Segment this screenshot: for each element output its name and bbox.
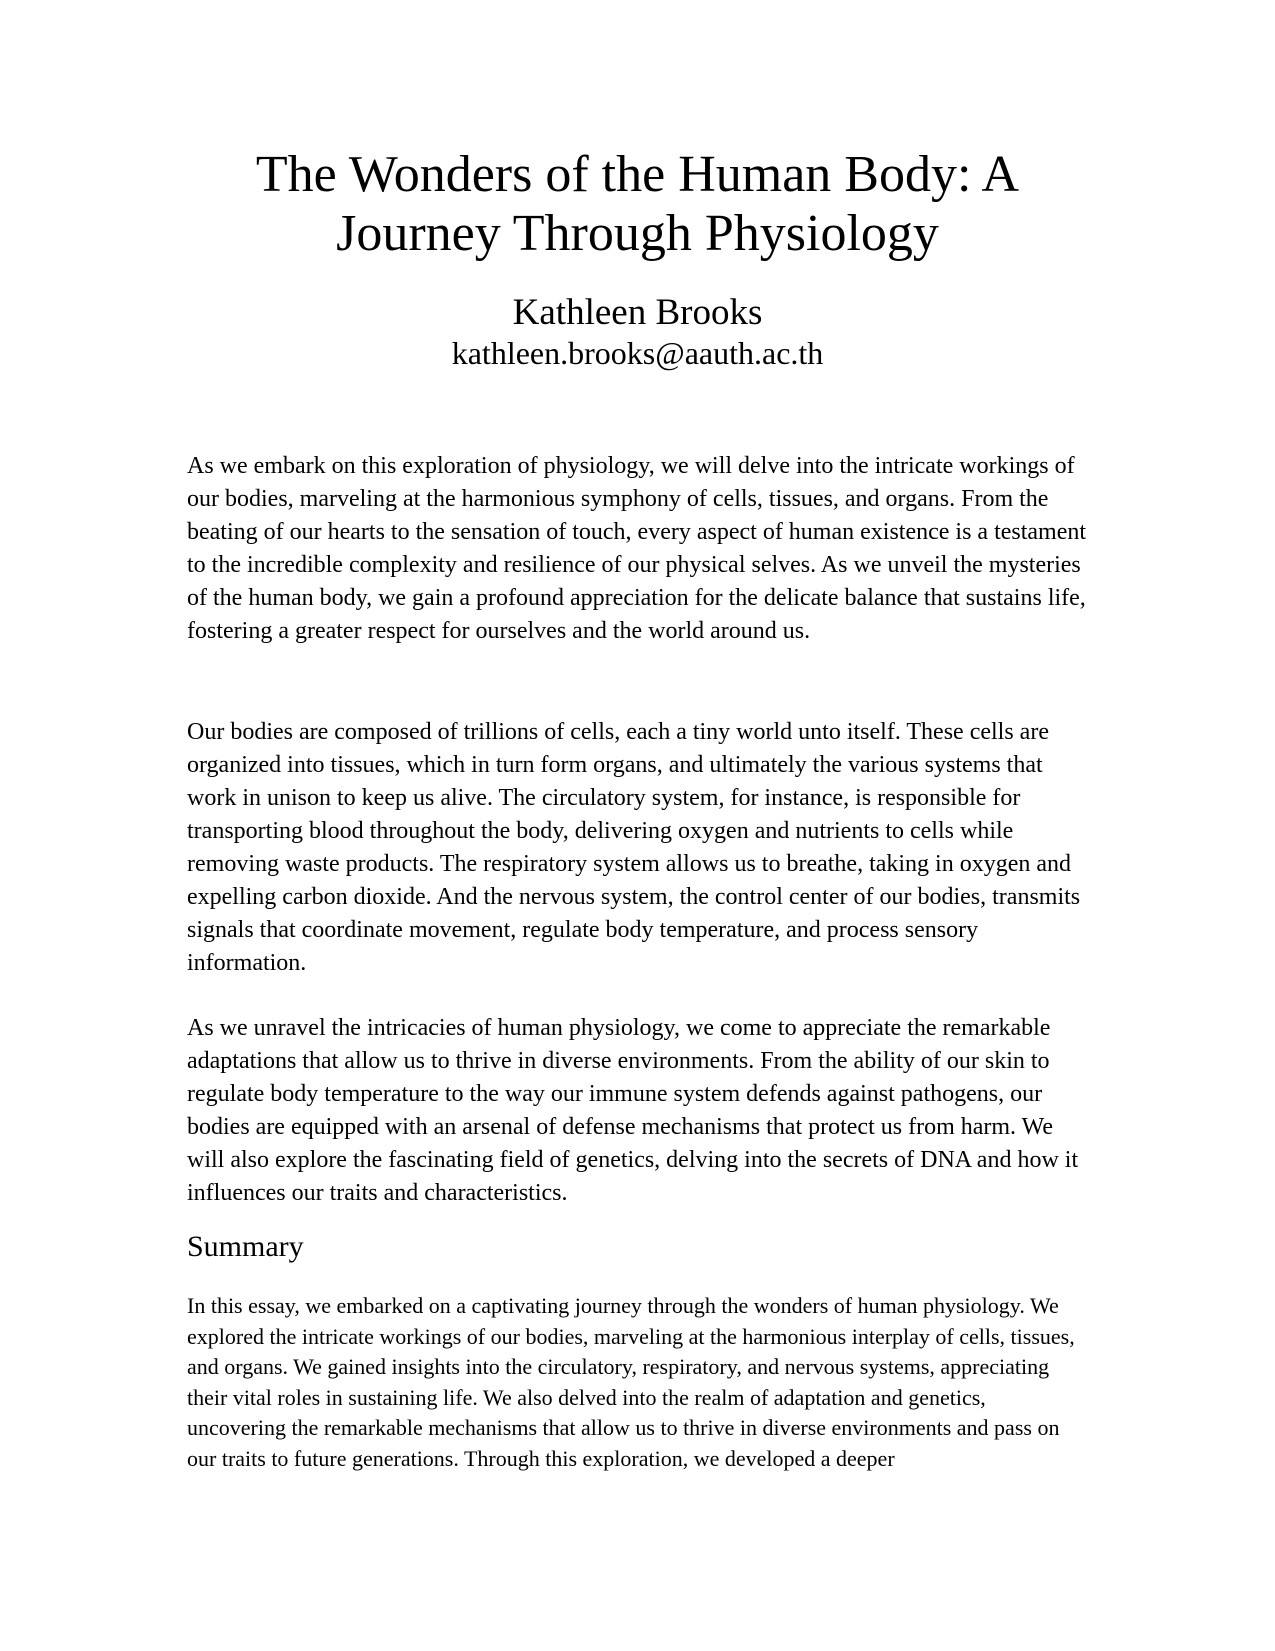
author-email: kathleen.brooks@aauth.ac.th [451, 335, 824, 371]
body-paragraph-2: Our bodies are composed of trillions of cells, each a tiny world unto itself. These cells are organized into tissues, which in turn form organs, and ultimately the various systems that work in unison to keep us alive. The circulatory system, for instance, is responsible for transporting blood throughout the body, delivering oxygen and nutrients to cells while removing waste products. The respiratory system allows us to breathe, taking in oxygen and expelling carbon dioxide. And the nervous system, the control center of our bodies, transmits signals that coordinate movement, regulate body temperature, and process sensory information. [187, 719, 1081, 976]
author-name: Kathleen Brooks [512, 292, 763, 333]
summary-heading: Summary [187, 1230, 304, 1263]
summary-paragraph: In this essay, we embarked on a captivating journey through the wonders of human physiology. We explored the intricate workings of our bodies, marveling at the harmonious interplay of cells, tissues, and organs. We gained insights into the circulatory, respiratory, and nervous systems, appreciating their vital roles in sustaining life. We also delved into the realm of adaptation and genetics, uncovering the remarkable mechanisms that allow us to thrive in diverse environments and pass on our traits to future generations. Through this exploration, we developed a deeper [187, 1293, 1075, 1471]
body-paragraph-3: As we unravel the intricacies of human physiology, we come to appreciate the remarkable adaptations that allow us to thrive in diverse environments. From the ability of our skin to regulate body temperature to the way our immune system defends against pathogens, our bodies are equipped with an arsenal of defense mechanisms that protect us from harm. We will also explore the fascinating field of genetics, delving into the secrets of DNA and how it influences our traits and characteristics. [187, 1015, 1079, 1206]
document-title: The Wonders of the Human Body: A Journey Through Physiology [255, 146, 1020, 262]
body-paragraph-1: As we embark on this exploration of physiology, we will delve into the intricate workings of our bodies, marveling at the harmonious symphony of cells, tissues, and organs. From the beating of our hearts to the sensation of touch, every aspect of human existence is a testament to the incredible complexity and resilience of our physical selves. As we unveil the mysteries of the human body, we gain a profound appreciation for the delicate balance that sustains life, fostering a greater respect for ourselves and the world around us. [187, 453, 1087, 644]
